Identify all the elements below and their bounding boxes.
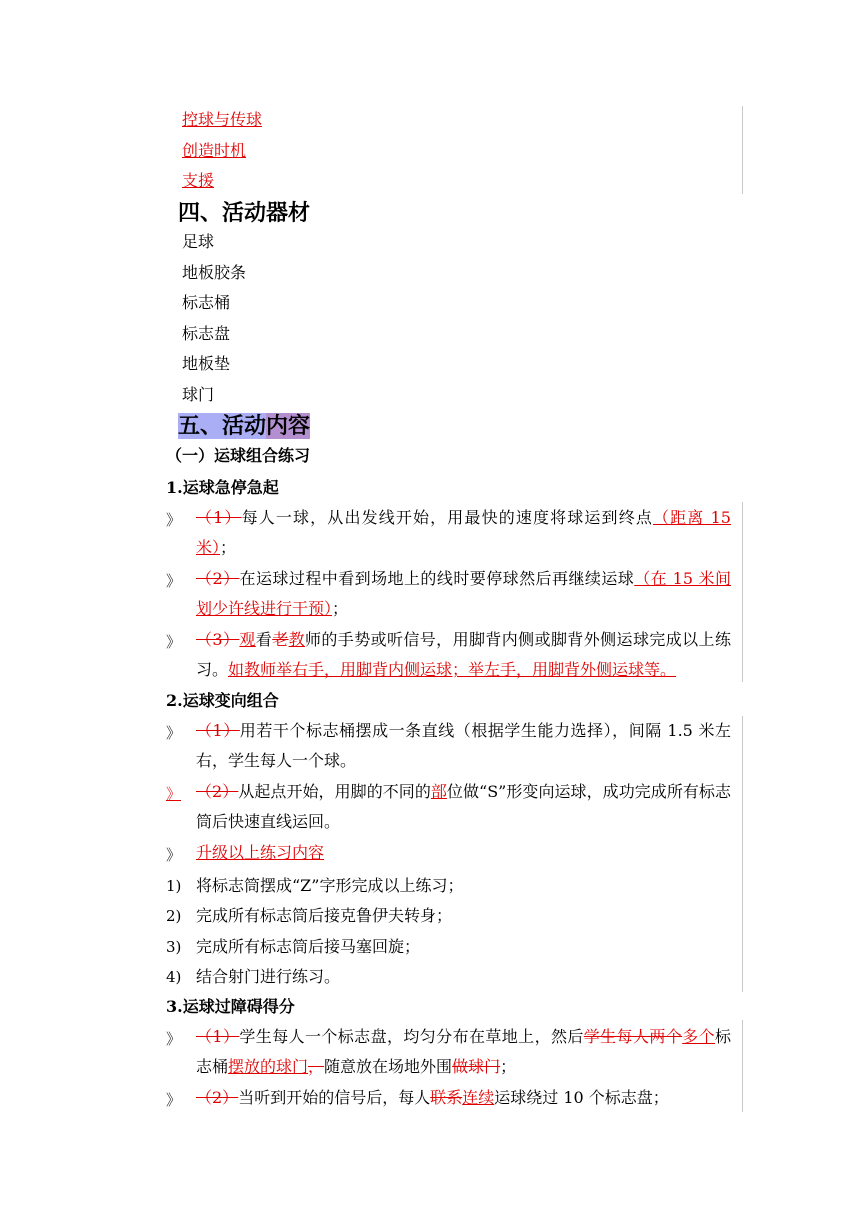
deleted-text: （2）	[196, 782, 239, 801]
deleted-text: 老	[272, 630, 289, 649]
deleted-text: 学生每人两个	[583, 1027, 683, 1046]
deleted-text: 做球门	[452, 1057, 501, 1076]
deleted-text: （2）	[196, 1088, 239, 1107]
equipment-item: 地板垫	[182, 354, 231, 373]
deleted-text: （1）	[196, 721, 240, 740]
list-number: 4)	[166, 968, 182, 986]
inserted-text: （距离 15 米）	[196, 508, 731, 557]
numbered-heading: 3.运球过障碍得分	[166, 997, 295, 1016]
body-text: 从起点开始，用脚的不同的	[238, 782, 431, 801]
body-text: ；	[500, 1057, 517, 1076]
skill-item: 创造时机	[182, 141, 247, 160]
section-heading	[178, 411, 310, 441]
section-heading-part: 内容	[266, 413, 311, 439]
list-item: 完成所有标志筒后接马塞回旋；	[196, 937, 421, 956]
bullet-marker: 》	[166, 724, 182, 742]
paragraph	[196, 1083, 731, 1113]
list-item: 完成所有标志筒后接克鲁伊夫转身；	[196, 906, 453, 925]
list-number: 1)	[166, 877, 182, 895]
equipment-item: 球门	[182, 385, 215, 404]
revision-bar	[742, 716, 743, 992]
deleted-text: （3）	[196, 630, 240, 649]
bullet-marker: 》	[166, 572, 182, 590]
paragraph	[196, 777, 731, 837]
inserted-text: 连续	[462, 1088, 495, 1107]
inserted-text: 摆放的球门	[228, 1057, 309, 1076]
paragraph	[196, 625, 731, 685]
inserted-text: 如教师举右手，用脚背内侧运球；举左手，用脚背外侧运球等。	[228, 660, 677, 679]
deleted-text: ，	[308, 1057, 325, 1076]
inserted-text: 升级以上练习内容	[196, 843, 325, 862]
deleted-text: 联系	[430, 1088, 463, 1107]
list-number: 3)	[166, 938, 182, 956]
inserted-text: 多个	[682, 1027, 715, 1046]
bullet-marker: 》	[166, 1030, 182, 1048]
list-item: 将标志筒摆成“Z”字形完成以上练习；	[196, 876, 464, 895]
equipment-item: 标志盘	[182, 324, 231, 343]
list-item: 结合射门进行练习。	[196, 967, 341, 986]
body-text: 位做“S”形变向运球，成功完成所有标志筒后快速直线运回。	[196, 782, 731, 831]
inserted-text: 观	[239, 630, 256, 649]
body-text: 当听到开始的信号后，每人	[238, 1088, 431, 1107]
body-text: 师的手势或听信号，用脚背内侧或脚背外侧运球完成以上练习。	[196, 630, 731, 679]
deleted-text: （2）	[196, 569, 240, 588]
numbered-heading: 2.运球变向组合	[166, 691, 279, 710]
inserted-text: 部	[430, 782, 447, 801]
equipment-item: 足球	[182, 232, 215, 251]
bullet-marker: 》	[166, 633, 182, 651]
paragraph	[196, 1022, 731, 1082]
revision-bar	[742, 502, 743, 682]
body-text: 随意放在场地外围	[324, 1057, 453, 1076]
section-heading-part: 五、活动	[178, 413, 267, 439]
section-heading: 四、活动器材	[178, 200, 311, 226]
paragraph	[196, 838, 731, 868]
body-text: 在运球过程中看到场地上的线时要停球然后再继续运球	[239, 569, 635, 588]
body-text: ；	[220, 538, 237, 557]
subsection-heading: （一）运球组合练习	[166, 446, 311, 465]
paragraph	[196, 503, 731, 563]
body-text: 学生每人一个标志盘，均匀分布在草地上，然后	[239, 1027, 584, 1046]
paragraph	[196, 716, 731, 776]
numbered-heading: 1.运球急停急起	[166, 478, 279, 497]
paragraph	[196, 564, 731, 624]
body-text: 每人一球，从出发线开始，用最快的速度将球运到终点	[241, 508, 653, 527]
equipment-item: 地板胶条	[182, 263, 247, 282]
revision-bar	[742, 1020, 743, 1112]
bullet-marker: 》	[166, 1091, 182, 1109]
body-text: 标志桶	[196, 1027, 731, 1076]
bullet-marker: 》	[166, 511, 182, 529]
bullet-marker: 》	[166, 846, 182, 864]
equipment-item: 标志桶	[182, 293, 231, 312]
inserted-text: 教	[288, 630, 305, 649]
deleted-text: （1）	[196, 508, 242, 527]
list-number: 2)	[166, 907, 182, 925]
body-text: 看	[255, 630, 273, 649]
revision-bar	[742, 106, 743, 194]
body-text: 运球绕过 10 个标志盘；	[494, 1088, 669, 1107]
bullet-marker: 》	[166, 785, 182, 803]
inserted-text: （在 15 米间划少许线进行干预）	[196, 569, 731, 618]
body-text: ；	[332, 599, 349, 618]
deleted-text: （1）	[196, 1027, 240, 1046]
skill-item: 支援	[182, 171, 215, 190]
body-text: 用若干个标志桶摆成一条直线（根据学生能力选择），间隔 1.5 米左右，学生每人一个球。	[196, 721, 731, 770]
skill-item: 控球与传球	[182, 110, 263, 129]
